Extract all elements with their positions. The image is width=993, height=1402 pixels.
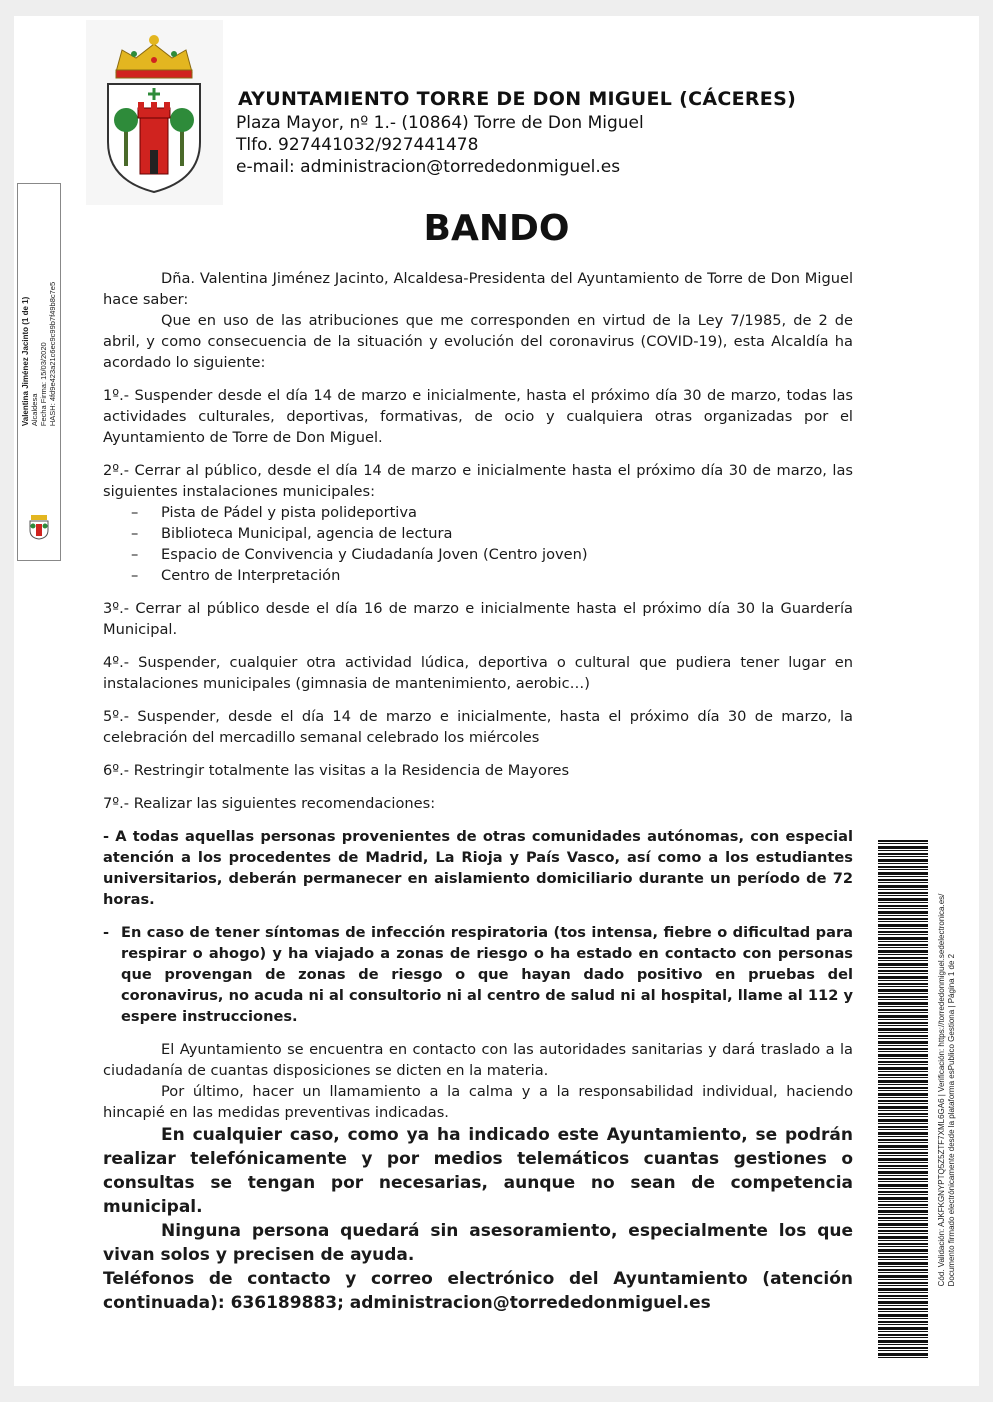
dash-marker: - bbox=[103, 924, 110, 941]
signer-name: Valentina Jiménez Jacinto (1 de 1) bbox=[21, 296, 30, 427]
closing-emphasis: En cualquier caso, como ya ha indicado este Ayuntamiento, se podrán realizar telefónicamente y por medios telemáticos cuantas gestiones o consultas se tengan por necesarias, aunque no sean de competencia municipal. bbox=[103, 1125, 853, 1217]
email: e-mail: administracion@torrededonmiguel.es bbox=[236, 157, 621, 177]
item-2: 2º.- Cerrar al público, desde el día 14 de marzo e inicialmente hasta el próximo día 30 de marzo, las siguientes instalaciones municipales: bbox=[103, 462, 853, 500]
letterhead bbox=[236, 88, 876, 178]
item-7: 7º.- Realizar las siguientes recomendaciones: bbox=[103, 795, 436, 812]
contact-info: Teléfonos de contacto y correo electrónico del Ayuntamiento (atención continuada): 636189883; administracion@torrededonmiguel.es bbox=[103, 1269, 853, 1313]
recommendation-2-text: En caso de tener síntomas de infección respiratoria (tos intensa, fiebre o dificultad para respirar o ahogo) y ha viajado a zonas de riesgo o ha estado en contacto con personas que provengan de zonas de riesgo o que hayan dado positivo en pruebas del coronavirus, no acuda ni al consultorio ni al centro de salud ni al hospital, llame al 112 y espere instrucciones. bbox=[121, 924, 853, 1025]
facility-list bbox=[131, 502, 853, 586]
organization-name: AYUNTAMIENTO TORRE DE DON MIGUEL (CÁCERES) bbox=[238, 88, 797, 110]
item-6: 6º.- Restringir totalmente las visitas a la Residencia de Mayores bbox=[103, 762, 570, 779]
validation-code: Cód. Validación: AJKFKGNYPTQ5Z5ZTF7XML6GA6 | Verificación: https://torrededonmiguel.sedelectronica.es/ bbox=[937, 893, 946, 1287]
list-item: – Pista de Pádel y pista polideportiva bbox=[131, 502, 853, 523]
validation-stamp-text bbox=[937, 894, 957, 1287]
intro-paragraph: Que en uso de las atribuciones que me corresponden en virtud de la Ley 7/1985, de 2 de abril, y como consecuencia de la situación y evolución del coronavirus (COVID-19), esta Alcaldía ha acordado lo siguiente: bbox=[103, 312, 853, 371]
recommendation-2 bbox=[103, 922, 853, 1027]
closing-emphasis: Ninguna persona quedará sin asesoramiento, especialmente los que vivan solos y precisen de ayuda. bbox=[103, 1221, 853, 1265]
address: Plaza Mayor, nº 1.- (10864) Torre de Don Miguel bbox=[236, 113, 644, 133]
item-1: 1º.- Suspender desde el día 14 de marzo e inicialmente, hasta el próximo día 30 de marzo, todas las actividades culturales, deportivas, formativas, de ocio y cualquiera otras organizadas por el Ayuntamiento de Torre de Don Miguel. bbox=[103, 387, 853, 446]
closing-paragraph: Por último, hacer un llamamiento a la calma y a la responsabilidad individual, haciendo hincapié en las medidas preventivas indicadas. bbox=[103, 1083, 853, 1121]
item-3: 3º.- Cerrar al público desde el día 16 de marzo e inicialmente hasta el próximo día 30 la Guardería Municipal. bbox=[103, 600, 853, 638]
phone: Tlfo. 927441032/927441478 bbox=[236, 135, 479, 155]
document-body bbox=[103, 268, 853, 1315]
signer-role: Alcaldesa bbox=[30, 393, 39, 427]
list-item: – Espacio de Convivencia y Ciudadanía Joven (Centro joven) bbox=[131, 544, 853, 565]
coat-of-arms-icon bbox=[86, 20, 223, 205]
barcode bbox=[878, 840, 928, 1360]
coat-of-arms-logo bbox=[86, 20, 223, 205]
item-4: 4º.- Suspender, cualquier otra actividad lúdica, deportiva o cultural que pudiera tener lugar en instalaciones municipales (gimnasia de mantenimiento, aerobic…) bbox=[103, 654, 853, 692]
document-title: BANDO bbox=[423, 208, 570, 249]
list-item: – Biblioteca Municipal, agencia de lectura bbox=[131, 523, 853, 544]
small-coat-of-arms-icon bbox=[28, 514, 50, 540]
signature-date: Fecha Firma: 15/03/2020 bbox=[39, 342, 48, 427]
recommendation-1: - A todas aquellas personas provenientes de otras comunidades autónomas, con especial atención a los procedentes de Madrid, La Rioja y País Vasco, así como a los estudiantes universitarios, deberán permanecer en aislamiento domiciliario durante un período de 72 horas. bbox=[103, 828, 853, 908]
item-5: 5º.- Suspender, desde el día 14 de marzo e inicialmente, hasta el próximo día 30 de marzo, la celebración del mercadillo semanal celebrado los miércoles bbox=[103, 708, 853, 746]
list-item: – Centro de Interpretación bbox=[131, 565, 853, 586]
signature-stamp-text bbox=[21, 282, 57, 426]
closing-paragraph: El Ayuntamiento se encuentra en contacto con las autoridades sanitarias y dará traslado a la ciudadanía de cuantas disposiciones se dicten en la materia. bbox=[103, 1041, 853, 1079]
signature-hash: HASH: 4fd9e423a21c6ec9c99b7f49b8c7e5 bbox=[48, 281, 57, 427]
validation-note: Documento firmado electrónicamente desde la plataforma esPublico Gestiona | Página 1 de 2 bbox=[947, 953, 956, 1287]
intro-paragraph: Dña. Valentina Jiménez Jacinto, Alcaldesa-Presidenta del Ayuntamiento de Torre de Don Miguel hace saber: bbox=[103, 270, 853, 308]
signature-stamp bbox=[17, 183, 61, 561]
